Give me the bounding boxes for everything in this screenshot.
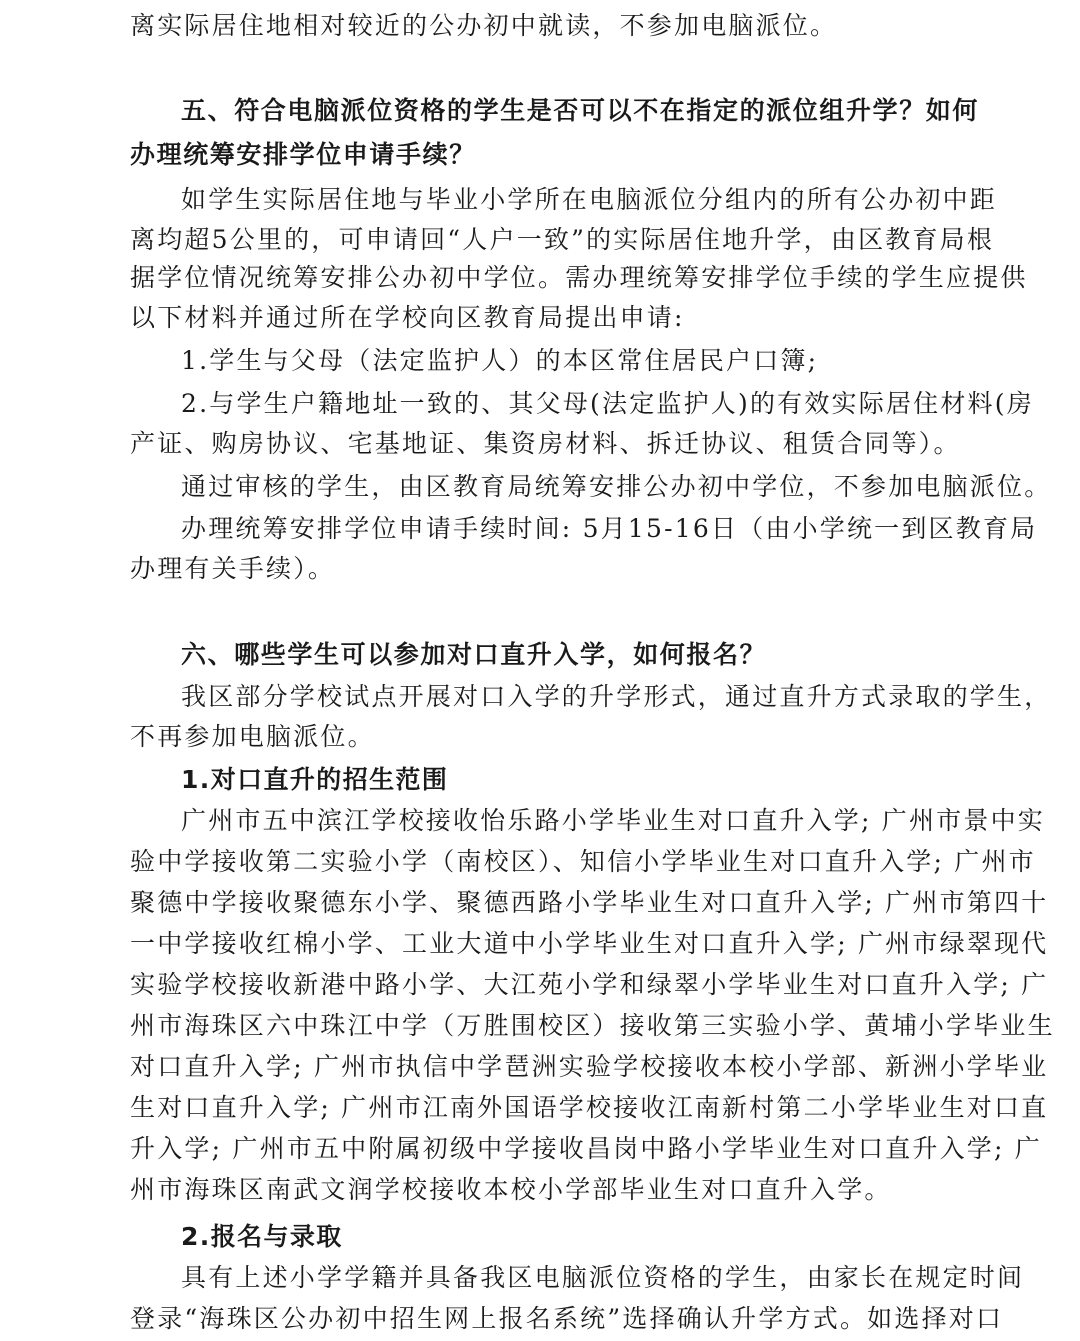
section6-sub1-line: 州市海珠区南武文润学校接收本校小学部毕业生对口直升入学。 [130,1175,892,1204]
section5-item1: 1.学生与父母（法定监护人）的本区常住居民户口簿; [181,346,819,375]
section6-sub1-line: 广州市五中滨江学校接收怡乐路小学毕业生对口直升入学; 广州市景中实 [181,806,1045,835]
section5-para1-line: 离均超5公里的，可申请回“人户一致”的实际居住地升学，由区教育局根 [130,225,995,254]
section6-sub1-line: 升入学; 广州市五中附属初级中学接收昌岗中路小学毕业生对口直升入学; 广 [130,1134,1042,1163]
section6-heading: 六、哪些学生可以参加对口直升入学，如何报名？ [181,640,767,669]
section6-sub1-line: 州市海珠区六中珠江中学（万胜围校区）接收第三实验小学、黄埔小学毕业生 [130,1011,1055,1040]
section6-sub1-line: 实验学校接收新港中路小学、大江苑小学和绿翠小学毕业生对口直升入学; 广 [130,970,1049,999]
section6-intro-line: 我区部分学校试点开展对口入学的升学形式，通过直升方式录取的学生， [181,682,1052,711]
section5-para1-line: 据学位情况统筹安排公办初中学位。需办理统筹安排学位手续的学生应提供 [130,263,1028,292]
section5-item2-line: 产证、购房协议、宅基地证、集资房材料、拆迁协议、租赁合同等）。 [130,429,961,458]
section6-sub1-line: 一中学接收红棉小学、工业大道中小学毕业生对口直升入学; 广州市绿翠现代 [130,929,1049,958]
section6-sub2-line: 具有上述小学学籍并具备我区电脑派位资格的学生，由家长在规定时间 [181,1263,1025,1292]
section5-para3-line: 办理有关手续）。 [130,554,336,583]
section5-para1-line: 如学生实际居住地与毕业小学所在电脑派位分组内的所有公办初中距 [181,185,998,214]
section6-sub1-line: 生对口直升入学; 广州市江南外国语学校接收江南新村第二小学毕业生对口直 [130,1093,1049,1122]
section6-intro-line: 不再参加电脑派位。 [130,722,375,751]
section6-sub2-line: 登录“海珠区公办初中招生网上报名系统”选择确认升学方式。如选择对口 [130,1304,1004,1333]
section6-sub1-heading: 1.对口直升的招生范围 [181,765,449,794]
section5-para1-line: 以下材料并通过所在学校向区教育局提出申请: [130,303,685,332]
section6-sub1-line: 验中学接收第二实验小学（南校区）、知信小学毕业生对口直升入学; 广州市 [130,847,1036,876]
section6-sub1-line: 对口直升入学; 广州市执信中学琶洲实验学校接收本校小学部、新洲小学毕业 [130,1052,1049,1081]
top-fragment-line: 离实际居住地相对较近的公办初中就读，不参加电脑派位。 [130,11,838,40]
section6-sub2-heading: 2.报名与录取 [181,1222,343,1251]
section5-heading-line1: 五、符合电脑派位资格的学生是否可以不在指定的派位组升学？如何 [181,96,980,125]
section6-sub1-line: 聚德中学接收聚德东小学、聚德西路小学毕业生对口直升入学; 广州市第四十 [130,888,1049,917]
section5-para3-line: 办理统筹安排学位申请手续时间: 5月15-16日（由小学统一到区教育局 [181,514,1038,543]
section5-para2: 通过审核的学生，由区教育局统筹安排公办初中学位，不参加电脑派位。 [181,472,1052,501]
section5-item2-line: 2.与学生户籍地址一致的、其父母(法定监护人)的有效实际居住材料(房 [181,389,1034,418]
section5-heading-line2: 办理统筹安排学位申请手续？ [130,140,476,169]
